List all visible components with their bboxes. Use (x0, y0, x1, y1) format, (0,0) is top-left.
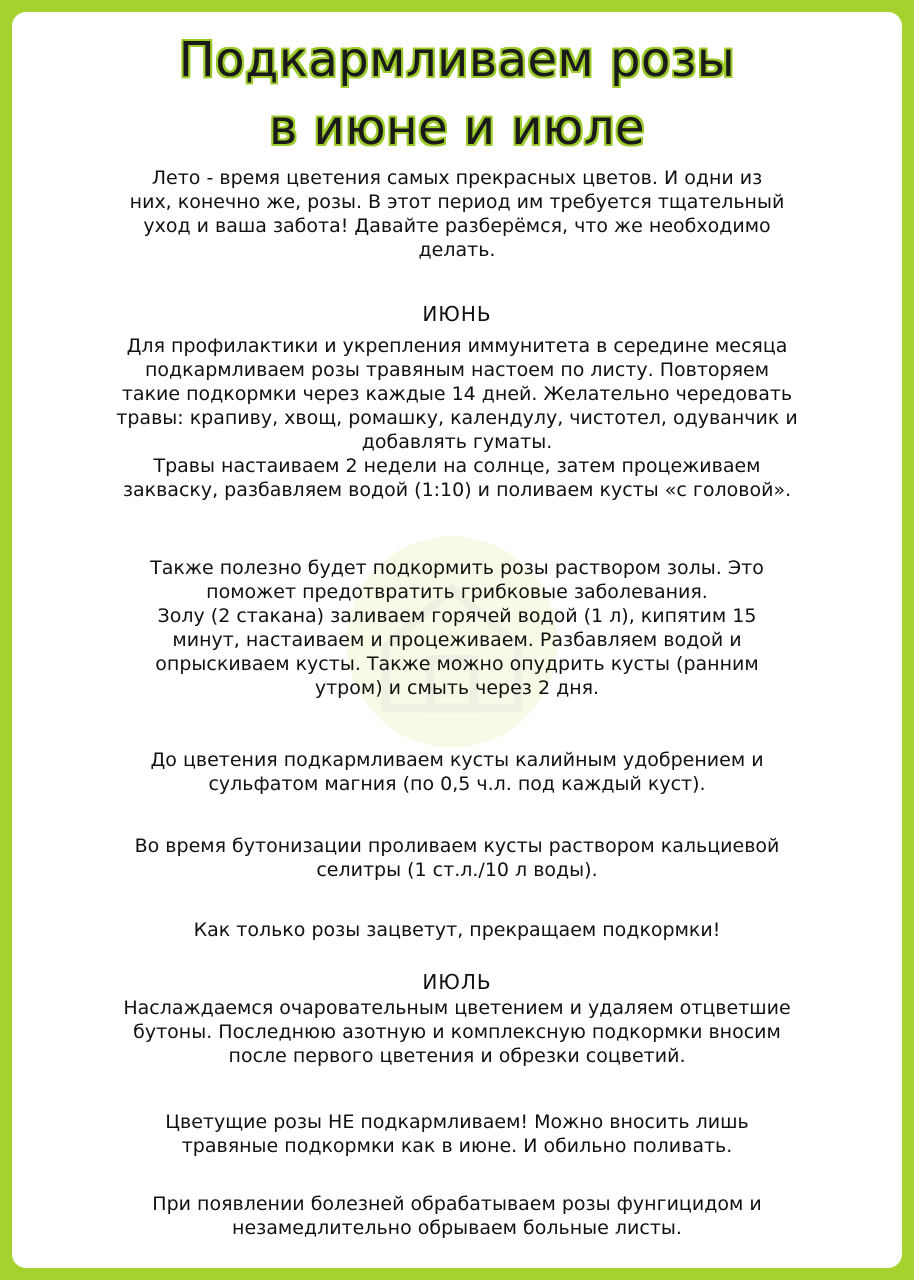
text-line: Наслаждаемся очаровательным цветением и удаляем отцветшие (123, 997, 791, 1019)
text-line: добавлять гуматы. (361, 431, 553, 453)
content-card (12, 12, 902, 1268)
text-line: подкармливаем розы травяным настоем по листу. Повторяем (144, 359, 770, 381)
intro-line: делать. (418, 239, 496, 261)
text-line: такие подкормки через каждые 14 дней. Желательно чередовать (121, 383, 793, 405)
july-paragraph-3 (30, 1192, 884, 1240)
text-line: Золу (2 стакана) заливаем горячей водой (1 л), кипятим 15 (157, 605, 757, 627)
july-paragraph-2 (30, 1110, 884, 1158)
text-line: закваску, разбавляем водой (1:10) и поливаем кусты «с головой». (122, 479, 792, 501)
text-line: Во время бутонизации проливаем кусты раствором кальциевой (134, 835, 780, 857)
text-line: травы: крапиву, хвощ, ромашку, календулу, чистотел, одуванчик и (116, 407, 798, 429)
text-line: До цветения подкармливаем кусты калийным удобрением и (150, 749, 764, 771)
text-line: Также полезно будет подкормить розы раствором золы. Это (150, 557, 764, 579)
june-paragraph-2 (30, 556, 884, 700)
text-line: Травы настаиваем 2 недели на солнце, затем процеживаем (153, 455, 761, 477)
intro-paragraph (30, 166, 884, 262)
title-line-1: Подкармливаем розы (178, 32, 736, 88)
july-paragraph-1 (30, 996, 884, 1068)
text-line: после первого цветения и обрезки соцветий. (228, 1045, 686, 1067)
text-line: травяные подкормки как в июне. И обильно поливать. (181, 1135, 733, 1157)
intro-line: Лето - время цветения самых прекрасных цветов. И одни из (151, 167, 763, 189)
june-paragraph-5 (30, 918, 884, 942)
text-line: минут, настаиваем и процеживаем. Разбавляем водой и (172, 629, 742, 651)
june-paragraph-3 (30, 748, 884, 796)
text-line: сульфатом магния (по 0,5 ч.л. под каждый куст). (208, 773, 706, 795)
text-line: Цветущие розы НЕ подкармливаем! Можно вносить лишь (165, 1111, 749, 1133)
june-heading: ИЮНЬ (422, 302, 492, 326)
text-line: Как только розы зацветут, прекращаем подкормки! (193, 919, 721, 941)
june-paragraph-1 (30, 334, 884, 502)
title-line-2: в июне и июле (268, 100, 646, 156)
text-line: Для профилактики и укрепления иммунитета в середине месяца (126, 335, 788, 357)
text-line: бутоны. Последнюю азотную и комплексную подкормки вносим (133, 1021, 781, 1043)
text-line: При появлении болезней обрабатываем розы фунгицидом и (152, 1193, 762, 1215)
text-line: опрыскиваем кусты. Также можно опудрить кусты (ранним (155, 653, 759, 675)
july-heading: ИЮЛЬ (422, 970, 492, 994)
intro-line: них, конечно же, розы. В этот период им требуется тщательный (129, 191, 785, 213)
text-line: селитры (1 ст.л./10 л воды). (316, 859, 598, 881)
intro-line: уход и ваша забота! Давайте разберёмся, что же необходимо (143, 215, 771, 237)
text-line: поможет предотвратить грибковые заболевания. (206, 581, 708, 603)
june-paragraph-4 (30, 834, 884, 882)
text-line: незамедлительно обрываем больные листы. (232, 1217, 682, 1239)
text-line: утром) и смыть через 2 дня. (314, 677, 600, 699)
